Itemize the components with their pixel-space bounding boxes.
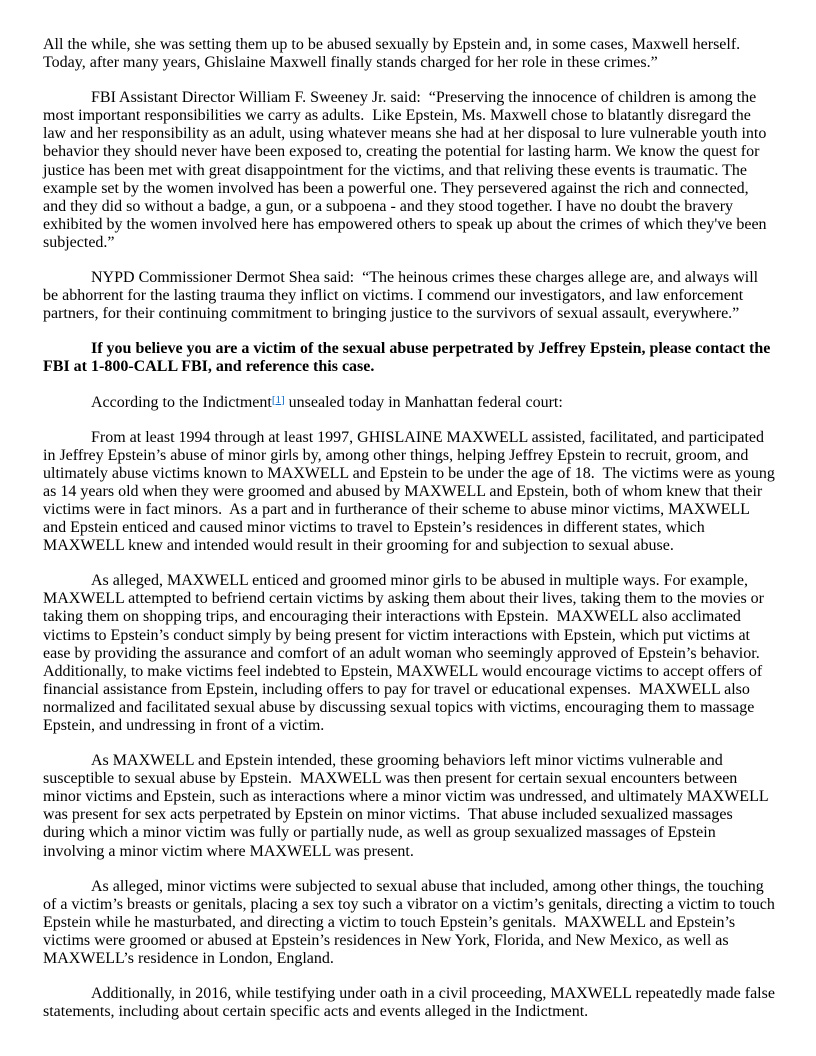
text-segment: unsealed today in Manhattan federal court: bbox=[284, 393, 563, 411]
continuation-paragraph: All the while, she was setting them up to be abused sexually by Epstein and, in some cases, Maxwell herself. Today, after many years, Ghislaine Maxwell finally stands charged for her role in these crimes.” bbox=[43, 36, 744, 72]
fbi-statement-paragraph: FBI Assistant Director William F. Sweeney Jr. said: “Preserving the innocence of children is among the most important responsibilities we carry as adults. Like Epstein, Ms. Maxwell chose to blatantly disregard the law and her responsibility as an adult, using whatever means she had at her disposal to lure vulnerable youth into behavior they should never have been exposed to, creating the potential for lasting harm. We know the quest for justice has been met with great disappointment for the victims, and that reliving these events is traumatic. The example set by the women involved has been a powerful one. They persevered against the rich and connected, and they did so without a badge, a gun, or a subpoena - and they stood together. I have no doubt the bravery exhibited by the women involved here has empowered others to speak up about the crimes of which they've been subjected.” bbox=[43, 89, 771, 251]
footnote-1-link[interactable]: [1] bbox=[271, 393, 285, 406]
presence-during-abuse-paragraph: As MAXWELL and Epstein intended, these grooming behaviors left minor victims vulnerable and susceptible to sexual abuse by Epstein. MAXWELL was then present for certain sexual encounters between minor victims and Epstein, such as interactions where a minor victim was undressed, and ultimately MAXWELL was present for sex acts perpetrated by Epstein on minor victims. That abuse included sexualized massages during which a minor victim was fully or partially nude, as well as group sexualized massages of Epstein involving a minor victim where MAXWELL was present. bbox=[43, 752, 773, 860]
nypd-statement-paragraph: NYPD Commissioner Dermot Shea said: “The heinous crimes these charges allege are, and always will be abhorrent for the lasting trauma they inflict on victims. I commend our investigators, and law enforcement partners, for their continuing commitment to bringing justice to the survivors of sexual assault, everywhere.” bbox=[43, 269, 763, 323]
grooming-methods-paragraph: As alleged, MAXWELL enticed and groomed minor girls to be abused in multiple ways. For example, MAXWELL attempted to befriend certain victims by asking them about their lives, taking them to the movies or taking them on shopping trips, and encouraging their interactions with Epstein. MAXWELL also acclimated victims to Epstein’s conduct simply by being present for victim interactions with Epstein, which put victims at ease by providing the assurance and comfort of an adult woman who seemingly approved of Epstein’s behavior. Additionally, to make victims feel indebted to Epstein, MAXWELL would encourage victims to accept offers of financial assistance from Epstein, including offers to pay for travel or educational expenses. MAXWELL also normalized and facilitated sexual abuse by discussing sexual topics with victims, encouraging them to massage Epstein, and undressing in front of a victim. bbox=[43, 572, 769, 734]
allegations-1994-1997-paragraph: From at least 1994 through at least 1997, GHISLAINE MAXWELL assisted, facilitated, and participated in Jeffrey Epstein’s abuse of minor girls by, among other things, helping Jeffrey Epstein to recruit, groom, and ultimately abuse victims known to MAXWELL and Epstein to be under the age of 18. The victims were as young as 14 years old when they were groomed and abused by MAXWELL and Epstein, both of whom knew that their victims were in fact minors. As a part and in furtherance of their scheme to abuse minor victims, MAXWELL and Epstein enticed and caused minor victims to travel to Epstein’s residences in different states, which MAXWELL knew and intended would result in their grooming for and subjection to sexual abuse. bbox=[43, 428, 779, 555]
false-statements-paragraph: Additionally, in 2016, while testifying under oath in a civil proceeding, MAXWELL repeatedly made false statements, including about certain specific acts and events alleged in the Indictment. bbox=[43, 985, 779, 1021]
indictment-intro-paragraph bbox=[43, 394, 775, 412]
abuse-details-paragraph: As alleged, minor victims were subjected to sexual abuse that included, among other things, the touching of a victim’s breasts or genitals, placing a sex toy such a vibrator on a victim’s genitals, directing a victim to touch Epstein while he masturbated, and directing a victim to touch Epstein’s genitals. MAXWELL and Epstein’s victims were groomed or abused at Epstein’s residences in New York, Florida, and New Mexico, as well as MAXWELL’s residence in London, England. bbox=[43, 877, 779, 968]
document-body bbox=[43, 36, 779, 1021]
text-segment: According to the Indictment bbox=[91, 393, 272, 411]
victim-contact-notice-paragraph: If you believe you are a victim of the sexual abuse perpetrated by Jeffrey Epstein, please contact the FBI at 1-800-CALL FBI, and reference this case. bbox=[43, 340, 775, 376]
